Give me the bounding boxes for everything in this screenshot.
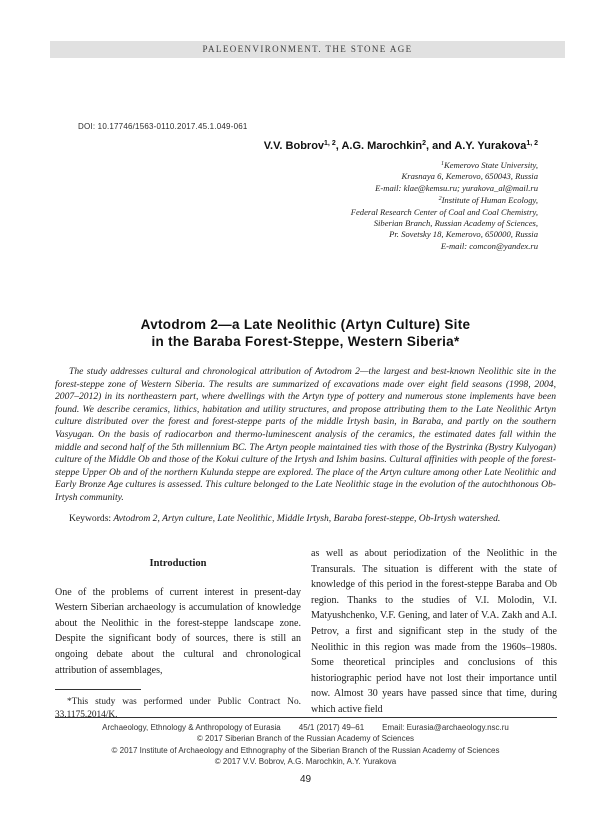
affiliation-line: $^2$Institute of Human Ecology, (438, 195, 538, 206)
footer-copyright-line: © 2017 V.V. Bobrov, A.G. Marochkin, A.Y. Yurakova (214, 756, 397, 766)
author-name: A.G. Marochkin (341, 140, 423, 152)
left-column (55, 546, 301, 722)
introduction-heading: Introduction (149, 558, 207, 569)
affiliation-line: Krasnaya 6, Kemerovo, 650043, Russia (401, 171, 538, 182)
affil-marker: 2 (438, 196, 442, 203)
author-affil-marker: 1, 2 (526, 140, 538, 147)
doi-line: DOI: 10.17746/1563-0110.2017.45.1.049-061 (78, 122, 248, 131)
footer-copyright-line: © 2017 Siberian Branch of the Russian Academy of Sciences (196, 734, 415, 744)
footnote-divider (55, 689, 141, 690)
footer-journal-line (27, 722, 584, 733)
keywords-list: Avtodrom 2, Artyn culture, Late Neolithic, Middle Irtysh, Baraba forest-steppe, Ob-Irtysh watershed. (111, 513, 501, 524)
keywords-label: Keywords: (69, 513, 112, 524)
footer-copyright-line: © 2017 Institute of Archaeology and Ethnography of the Siberian Branch of the Russian Academy of Sciences (111, 745, 500, 755)
affiliation-email: E-mail: comcon@yandex.ru (440, 240, 538, 251)
keywords-line (55, 513, 556, 526)
body-columns (55, 546, 557, 722)
author-affil-marker: 1, 2 (324, 140, 336, 147)
author-affil-marker: 2 (422, 140, 427, 147)
body-paragraph: One of the problems of current interest in present-day Western Siberian archaeology is accumulation of knowledge about the Neolithic in the forest-steppe landscape zone. Despite the significant body of sources, there is still an ongoing debate about the cultural and chronological attribution of assemblages, (55, 586, 301, 676)
author-separator: , (335, 140, 342, 152)
footer-divider (55, 717, 557, 718)
abstract-paragraph: The study addresses cultural and chronological attribution of Avtodrom 2—the largest and best-known Neolithic site in the forest-steppe zone of Western Siberia. The results are summarized of excavations made over eight field seasons (1998, 2004, 2007–2012) in its northeastern part, where dwellings with the Artyn type of pottery and numerous stone implements have been found. We describe ceramics, lithics, habitation and utility structures, and propose attributing them to the Late Neolithic Artyn culture distributed over the forest and forest-steppe parts of the middle Irtysh basin, in Baraba, and partly on the southern Vasyugan. On the basis of radiocarbon and thermo-luminescent analysis of the ceramics, the estimated dates fall within the middle and second half of the 5th millennium BC. The Artyn people maintained ties with those of the Bystrinka (Bystry Kulyogan) culture of the Middle Ob and those of the Kokui culture of the Irtysh and Ishim basins. Cultural affinities with people of the forest-steppe Upper Ob and of the northern Kulunda steppe are explored. The place of the Artyn culture among other Late Neolithic and Early Bronze Age cultures is assessed. This culture belonged to the Late Neolithic stage in the evolution of the autochthonous Ob-Irtysh community. (55, 366, 556, 503)
affiliation-email: E-mail: klae@kemsu.ru; yurakova_al@mail.ru (375, 182, 538, 193)
body-paragraph: as well as about periodization of the Neolithic in the Transurals. The situation is different with the state of knowledge of this period in the forest-steppe Baraba and Ob region. Thanks to the studies of V.I. Molodin, V.I. Matyushchenko, V.F. Gening, and later of V.A. Zakh and A.I. Petrov, a first and significant step in the study of the Neolithic in this region was made from the 1960s–1980s. Some theoretical principles and conclusions of this historiographic period have not lost their importance until now. Almost 30 years have passed since that time, during which active field (311, 548, 557, 715)
affil-marker: 1 (441, 161, 445, 167)
author-separator: , and (426, 140, 455, 152)
footer-issue-info: 45/1 (2017) 49–61 (298, 723, 365, 732)
article-title-line2: in the Baraba Forest-Steppe, Western Siberia* (151, 334, 460, 349)
author-name: A.Y. Yurakova (454, 140, 527, 152)
article-title (0, 316, 611, 350)
author-name: V.V. Bobrov (263, 140, 325, 152)
affiliation-line: Pr. Sovetsky 18, Kemerovo, 650000, Russia (389, 229, 538, 240)
footer-journal-name: Archaeology, Ethnology & Anthropology of Eurasia (102, 723, 281, 732)
affiliation-line: $^1$Kemerovo State University, (441, 160, 538, 170)
footnote-text: *This study was performed under Public Contract No. 33.1175.2014/K. (55, 697, 301, 721)
affiliation-line: Siberian Branch, Russian Academy of Sciences, (373, 218, 538, 229)
affiliation-block (100, 159, 538, 252)
section-header-label: PALEOENVIRONMENT. THE STONE AGE (202, 44, 413, 54)
section-header-band (50, 41, 565, 58)
page-number: 49 (299, 774, 312, 785)
right-column (311, 546, 557, 722)
affiliation-line: Federal Research Center of Coal and Coal Chemistry, (350, 206, 538, 217)
footer-email: Email: Eurasia@archaeology.nsc.ru (382, 723, 509, 732)
authors-line (55, 140, 538, 152)
article-title-line1: Avtodrom 2—a Late Neolithic (Artyn Culture) Site (140, 317, 471, 332)
footer-block (27, 722, 584, 767)
